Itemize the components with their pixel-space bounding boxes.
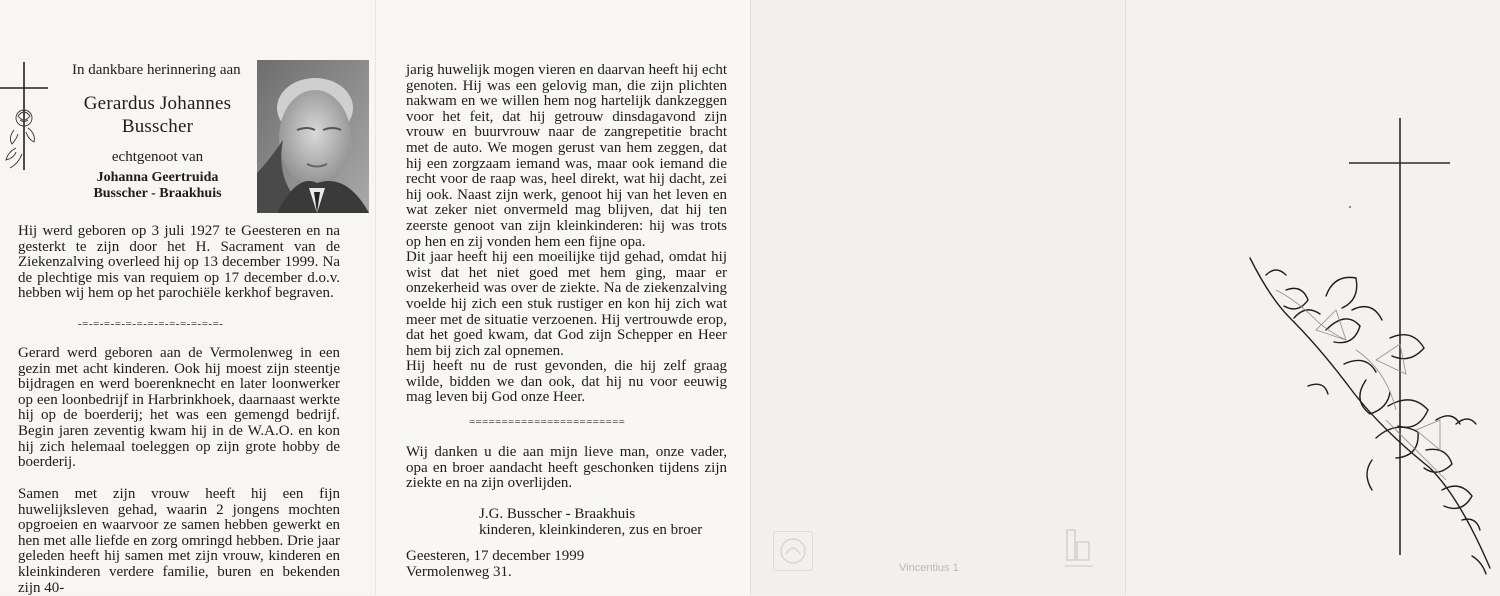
spouse-label: echtgenoot van bbox=[111, 149, 204, 165]
thanks-paragraph: Wij danken u die aan mijn lieve man, onze vader, opa en broer aandacht heeft geschonken tijdens zijn ziekte en na zijn overlijden. bbox=[406, 444, 727, 492]
biography-text-3: Hij heeft nu de rust gevonden, die hij zelf graag wilde, bidden we dan ook, dat hij nu voor eeuwig mag leven bij God onze Heer. bbox=[406, 358, 727, 406]
deceased-name-last: Busscher bbox=[121, 116, 194, 137]
biography-continued bbox=[406, 63, 727, 406]
cover-page bbox=[1125, 0, 1500, 595]
front-right-page bbox=[375, 0, 750, 595]
spouse-name-last: Busscher - Braakhuis bbox=[93, 186, 222, 201]
embossed-logo-icon bbox=[773, 531, 813, 571]
paragraph-birth-death: Hij werd geboren op 3 juli 1927 te Geesteren en na gesterkt te zijn door het H. Sacrament van de Ziekenzalving overleed hij op 13 december 1999. Na de plechtige mis van requiem op 17 december d.o.v. hebben wij hem op het parochiële kerkhof begraven. bbox=[18, 223, 340, 302]
front-left-page bbox=[0, 0, 375, 595]
portrait-photo bbox=[257, 60, 369, 213]
signature-widow: J.G. Busscher - Braakhuis bbox=[479, 506, 636, 522]
separator-line: ======================== bbox=[469, 416, 626, 428]
lily-flowers-icon bbox=[1126, 0, 1500, 595]
biography-text-1: jarig huwelijk mogen vieren en daarvan heeft hij echt genoten. Hij was een gelovig man, die zijn plichten nakwam en we willen hem nog hartelijk dankzeggen voor het feit, dat hij getrouw dinsdagavond zijn vrouw en buurvrouw naar de zangrepetitie bracht met de auto. We mogen gerust van hem zeggen, dat hij een zorgzaam iemand was, maar ook iemand die recht voor de raap was, heel direkt, wat hij dacht, zei hij ook. Naast zijn werk, genoot hij van het leven en wat zeker niet onvermeld mag blijven, dat hij ten zeerste genoot van zijn kleinkinderen: hij was trots op hen en zij vonden hem een fijne opa. bbox=[406, 62, 727, 250]
signature-family: kinderen, kleinkinderen, zus en broer bbox=[479, 522, 703, 538]
spouse-name-first: Johanna Geertruida bbox=[96, 170, 219, 185]
intro-line: In dankbare herinnering aan bbox=[72, 62, 241, 78]
cross-with-rose-icon bbox=[0, 58, 60, 176]
paragraph-marriage: Samen met zijn vrouw heeft hij een fijn huwelijksleven gehad, waarin 2 jongens mochten opgroeien en waarvoor ze samen hebben gewerkt en hen met alle liefde en zorg omringd hebben. Drie jaar geleden heeft hij samen met zijn vrouw, kinderen en kleinkinderen verdere familie, buren en bekenden zijn 40- bbox=[18, 486, 340, 596]
back-page bbox=[750, 0, 1125, 595]
printer-imprint: Vincentius 1 bbox=[899, 562, 959, 574]
deceased-name-first: Gerardus Johannes bbox=[83, 93, 232, 114]
address: Vermolenweg 31. bbox=[406, 564, 512, 580]
place-date: Geesteren, 17 december 1999 bbox=[406, 548, 585, 564]
paragraph-life: Gerard werd geboren aan de Vermolenweg in een gezin met acht kinderen. Ook hij moest zijn steentje bijdragen en werd boerenknecht en later loonwerker op een loonbedrijf in Harbrinkhoek, daarnaast werkte hij op de boerderij; het was een gemengd bedrijf. Begin jaren zeventig kwam hij in de W.A.O. en kon hij zich helemaal toeleggen op zijn grote hobby de boerderij. bbox=[18, 345, 340, 471]
embossed-logo-icon bbox=[1063, 526, 1095, 572]
biography-text-2: Dit jaar heeft hij een moeilijke tijd gehad, omdat hij wist dat het niet goed met hem ging, maar er onzekerheid was over de ziekte. Na de ziekenzalving voelde hij zich een stuk rustiger en kon hij zich wat meer met de situatie verzoenen. Hij vertrouwde erop, dat het goed kwam, dat God zijn Schepper en Heer hem bij zich zal opnemen. bbox=[406, 249, 727, 359]
separator-line: -=-=-=-=-=-=-=-=-=-=-=-=-=- bbox=[78, 318, 224, 330]
